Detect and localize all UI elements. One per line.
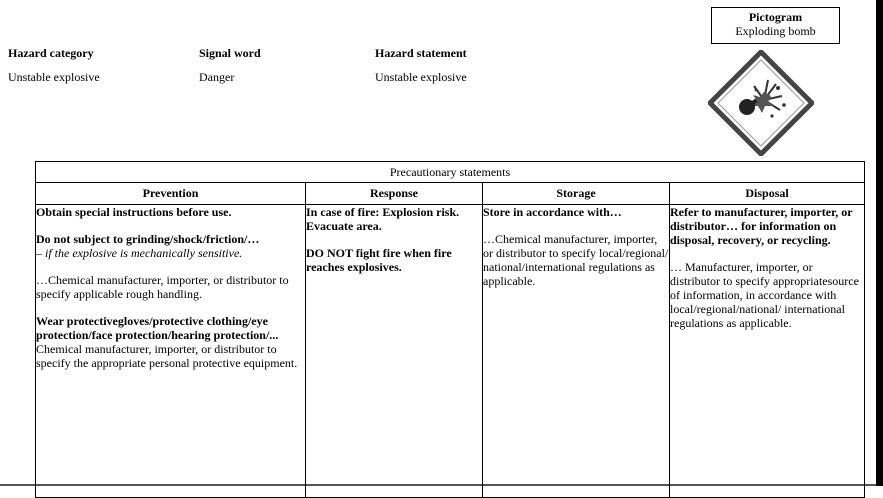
- column-header-disposal: Disposal: [670, 183, 865, 205]
- disposal-cell: [670, 205, 865, 498]
- prevention-statement-1: Obtain special instructions before use.: [36, 205, 232, 219]
- response-statement-2: DO NOT fight fire when fire reaches explosives.: [306, 246, 452, 274]
- prevention-statement-2-condition: – if the explosive is mechanically sensitive.: [36, 246, 243, 260]
- pictogram-title: Pictogram: [748, 10, 803, 24]
- precautionary-title: Precautionary statements: [36, 162, 865, 183]
- hazard-statement-value: Unstable explosive: [375, 70, 467, 84]
- precautionary-statements-table: [35, 161, 865, 498]
- column-header-storage: Storage: [483, 183, 670, 205]
- response-statement-1: In case of fire: Explosion risk. Evacuate area.: [306, 205, 460, 233]
- pictogram-name: Exploding bomb: [735, 24, 816, 38]
- prevention-statement-3: …Chemical manufacturer, importer, or distributor to specify applicable rough handling.: [36, 273, 289, 301]
- page-edge-border: [876, 0, 883, 486]
- prevention-cell: [36, 205, 306, 498]
- column-header-response: Response: [306, 183, 483, 205]
- disposal-statement-1: Refer to manufacturer, importer, or distributor… for information on disposal, recovery, or recycling.: [670, 205, 853, 247]
- disposal-statement-2: … Manufacturer, importer, or distributor to specify appropriatesource of information, in accordance with local/regional/national/ international regulations as applicable.: [670, 260, 859, 330]
- prevention-statement-4-note: Chemical manufacturer, importer, or distributor to specify the appropriate personal protective equipment.: [36, 342, 298, 370]
- response-cell: [306, 205, 483, 498]
- hazard-category-header: Hazard category: [8, 46, 94, 60]
- prevention-statement-4: Wear protectivegloves/protective clothing/eye protection/face protection/hearing protection/...: [36, 314, 279, 342]
- column-header-prevention: Prevention: [36, 183, 306, 205]
- signal-word-header: Signal word: [199, 46, 261, 60]
- prevention-statement-2: Do not subject to grinding/shock/friction/…: [36, 232, 260, 246]
- storage-statement-1: Store in accordance with…: [483, 205, 622, 219]
- hazard-category-value: Unstable explosive: [8, 70, 100, 84]
- exploding-bomb-icon: [708, 50, 814, 156]
- storage-statement-2: …Chemical manufacturer, importer, or distributor to specify local/regional/ national/international regulations as applicable.: [483, 232, 669, 288]
- storage-cell: [483, 205, 670, 498]
- pictogram-label-box: [711, 7, 840, 44]
- hazard-statement-header: Hazard statement: [375, 46, 467, 60]
- signal-word-value: Danger: [199, 70, 235, 84]
